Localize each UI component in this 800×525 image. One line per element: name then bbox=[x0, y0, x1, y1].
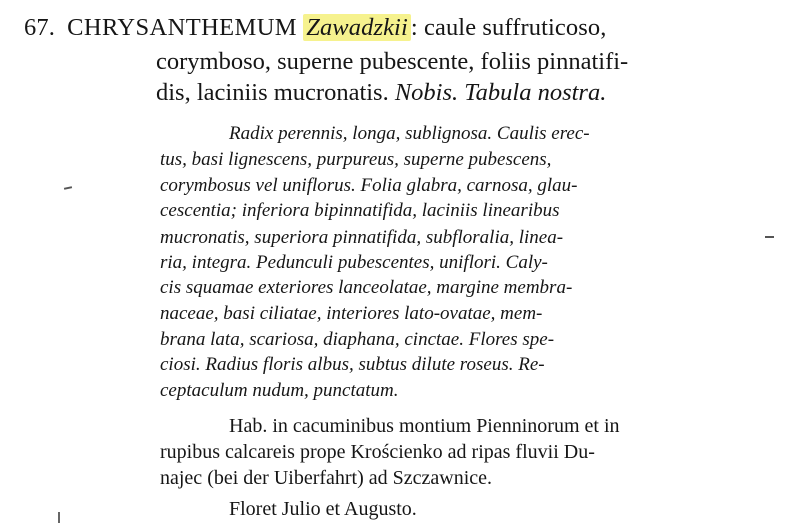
species-number: 67. bbox=[24, 14, 55, 41]
scan-speck bbox=[765, 236, 774, 238]
scan-speck bbox=[64, 186, 72, 190]
description-line: tus, basi lignescens, purpureus, superne pubescens, bbox=[160, 149, 552, 170]
description-line: brana lata, scariosa, diaphana, cinctae. Flores spe- bbox=[160, 329, 555, 350]
species-heading bbox=[24, 16, 606, 41]
description-line: ciosi. Radius floris albus, subtus dilute roseus. Re- bbox=[160, 354, 545, 375]
heading-diagnosis-end: dis, laciniis mucronatis. bbox=[156, 79, 389, 106]
description-line: cis squamae exteriores lanceolatae, margine membra- bbox=[160, 277, 573, 298]
heading-diagnosis-start: : caule suffruticoso, bbox=[410, 14, 607, 41]
description-line: naceae, basi ciliatae, interiores lato-ovatae, mem- bbox=[160, 303, 543, 324]
description-line: ceptaculum nudum, punctatum. bbox=[160, 380, 399, 401]
scan-speck bbox=[58, 512, 60, 523]
habitat-line: najec (bei der Uiberfahrt) ad Szczawnice. bbox=[160, 467, 493, 489]
plate-reference: Tabula nostra. bbox=[464, 79, 607, 106]
author-citation: Nobis. bbox=[394, 79, 459, 106]
habitat-line: rupibus calcareis prope Krościenko ad ripas fluvii Du- bbox=[160, 441, 595, 463]
highlighted-species-name[interactable]: Zawadzkii bbox=[303, 14, 411, 41]
heading-diagnosis-line-3 bbox=[156, 81, 606, 106]
heading-diagnosis-line-2: corymboso, superne pubescente, foliis pinnatifi- bbox=[156, 48, 629, 75]
description-line: ria, integra. Pedunculi pubescentes, uniflori. Caly- bbox=[160, 252, 548, 273]
description-line: cescentia; inferiora bipinnatifida, laciniis linearibus bbox=[160, 200, 560, 221]
description-line: corymbosus vel uniflorus. Folia glabra, carnosa, glau- bbox=[160, 175, 578, 196]
description-line: mucronatis, superiora pinnatifida, subfloralia, linea- bbox=[160, 227, 564, 248]
habitat-line: Hab. in cacuminibus montium Pienninorum et in bbox=[229, 415, 620, 437]
description-line: Radix perennis, longa, sublignosa. Caulis erec- bbox=[229, 123, 590, 144]
genus-name: CHRYSANTHEMUM bbox=[67, 14, 297, 41]
flowering-note: Floret Julio et Augusto. bbox=[229, 498, 417, 520]
